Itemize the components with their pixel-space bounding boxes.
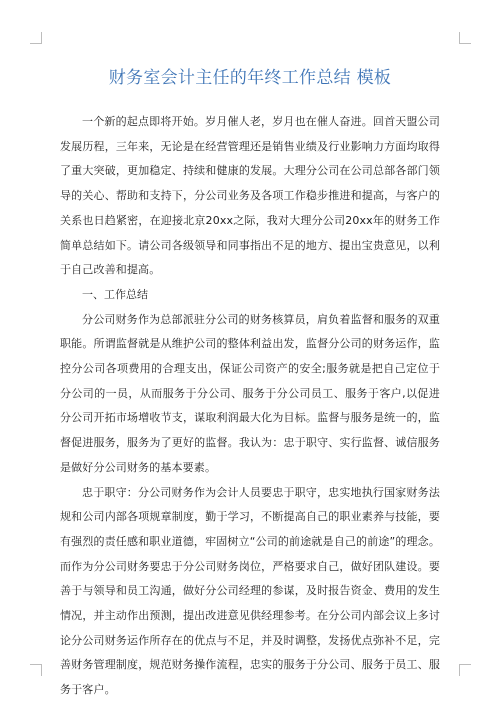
section-heading: 一、工作总结 [82, 287, 148, 301]
document-title: 财务室会计主任的年终工作总结 模板 [108, 68, 392, 88]
intro-paragraph: 一个新的起点即将开始。岁月催人老，岁月也在催人奋进。回首天盟公司发展历程，三年来，无论是在经营管理还是销售业绩及行业影响力方面均取得了重大突破，更加稳定、持续和健康的发展。大理分公司在公司总部各部门领导的关心、帮助和支持下，分公司业务及各项工作稳步推进和提高，与客户的关系也日趋紧密，在迎接北京20xx之际，我对大理分公司20xx年的财务工作简单总结如下。请公司各级领导和同事指出不足的地方、提出宝贵意见，以利于自己改善和提高。 [60, 115, 440, 277]
crop-mark-top-right [459, 32, 471, 44]
section-paragraph-2: 忠于职守：分公司财务作为会计人员要忠于职守，忠实地执行国家财务法规和公司内部各项规章制度，勤于学习，不断提高自己的职业素养与技能，要有强烈的责任感和职业道德，牢固树立“公司的前途就是自己的前途”的理念。而作为分公司财务要忠于分公司财务岗位，严格要求自己，做好团队建设。要善于与领导和员工沟通，做好分公司经理的参谋，及时报告资金、费用的发生情况，并主动作出预测，提出改进意见供经理参考。在分公司内部会议上多讨论分公司财务运作所存在的优点与不足，并及时调整，发扬优点弥补不足，完善财务管理制度，规范财务操作流程，忠实的服务于分公司、服务于员工、服务于客户。 [60, 485, 440, 697]
crop-mark-bottom-right [459, 664, 471, 676]
crop-mark-bottom-left [30, 664, 42, 676]
crop-mark-top-left [30, 32, 42, 44]
document-page [60, 56, 440, 703]
section-paragraph-1: 分公司财务作为总部派驻分公司的财务核算员，肩负着监督和服务的双重职能。所谓监督就是从维护公司的整体利益出发，监督分公司的财务运作，监控分公司各项费用的合理支出，保证公司资产的安全;服务就是把自己定位于分公司的一员，从而服务于分公司、服务于分公司员工、服务于客户,以促进分公司开拓市场增收节支，谋取利润最大化为目标。监督与服务是统一的，监督促进服务，服务为了更好的监督。我认为：忠于职守、实行监督、诚信服务是做好分公司财务的基本要素。 [60, 312, 440, 474]
